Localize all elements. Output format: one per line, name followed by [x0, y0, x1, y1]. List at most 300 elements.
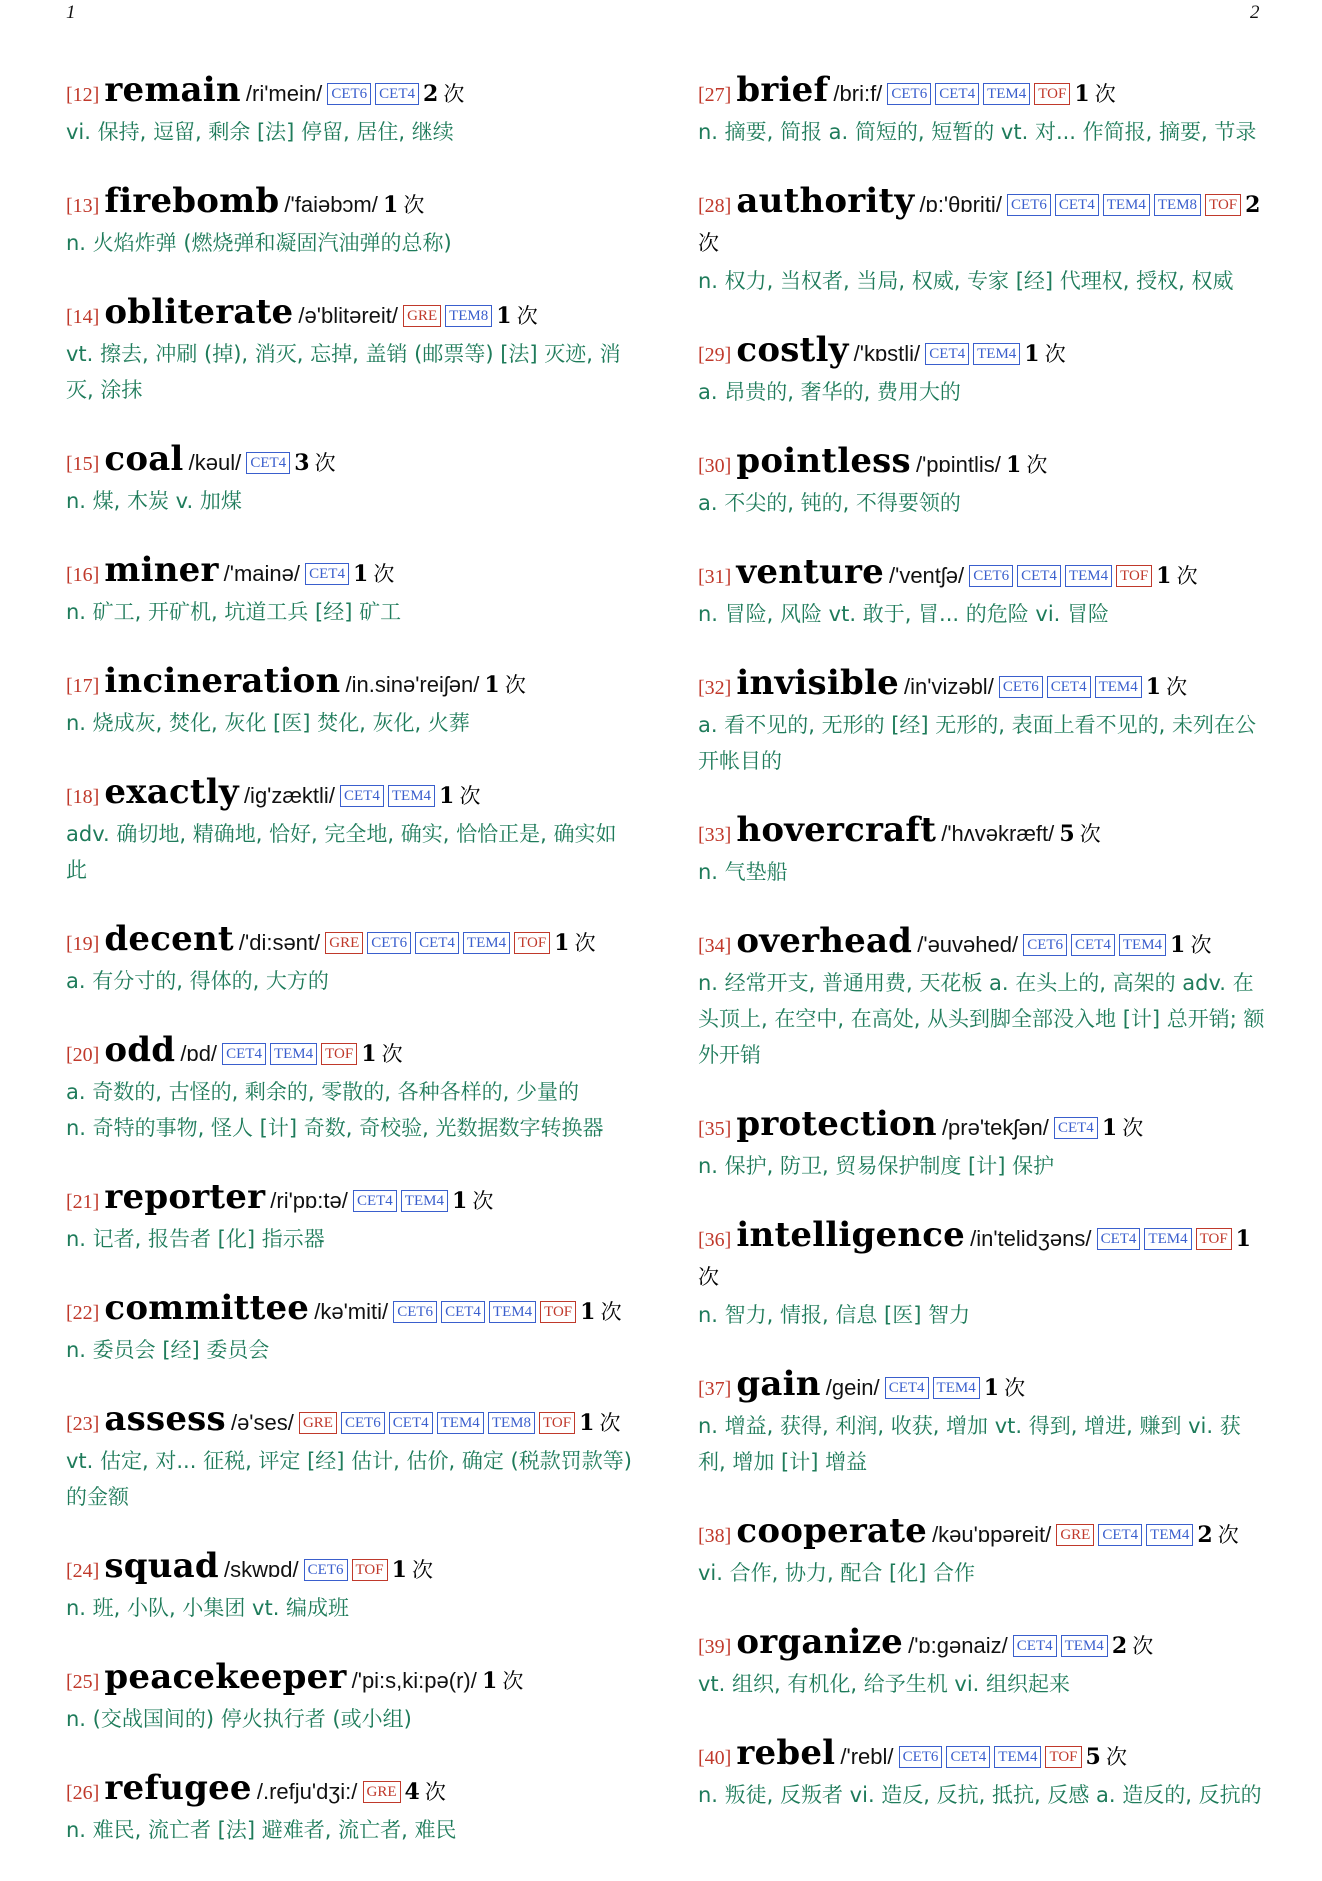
entry-phonetic: /ɒd/ [180, 1041, 218, 1066]
vocab-entry [66, 1770, 636, 1848]
entry-count-unit: 次 [1176, 564, 1198, 588]
entry-count-unit: 次 [1166, 675, 1188, 699]
entry-word: brief [736, 70, 829, 110]
entry-index: [30] [698, 455, 732, 477]
vocab-entry [698, 1217, 1268, 1333]
vocab-entry [66, 774, 636, 888]
entry-definition: n. 煤, 木炭 v. 加煤 [66, 489, 242, 513]
entry-definition: n. 冒险, 风险 vt. 敢于, 冒... 的危险 vi. 冒险 [698, 602, 1110, 626]
entry-headline [66, 72, 636, 114]
exam-tag-badge: CET4 [222, 1043, 266, 1065]
entry-definition: a. 有分寸的, 得体的, 大方的 [66, 969, 329, 993]
exam-tag-badge: TEM4 [1144, 1228, 1191, 1250]
entry-headline [66, 774, 636, 816]
entry-index: [27] [698, 84, 732, 106]
entry-frequency: 1 [481, 1668, 498, 1694]
entry-word: invisible [736, 663, 899, 703]
entry-definition: adv. 确切地, 精确地, 恰好, 完全地, 确实, 恰恰正是, 确实如此 [66, 822, 617, 882]
vocab-entry [698, 923, 1268, 1073]
entry-word: protection [736, 1104, 937, 1144]
right-column [698, 72, 1268, 1846]
entry-word: coal [104, 439, 184, 479]
entry-headline [698, 923, 1268, 965]
exam-tag-badge: TOF [540, 1301, 576, 1323]
entry-word: exactly [104, 772, 239, 812]
entry-word: overhead [736, 921, 913, 961]
entry-phonetic: /'ventʃə/ [889, 563, 965, 588]
entry-word: costly [736, 330, 849, 370]
exam-tag-badge: CET4 [246, 452, 290, 474]
exam-tag-badge: TEM8 [488, 1412, 535, 1434]
exam-tag-badge: TEM4 [401, 1190, 448, 1212]
vocab-entry [698, 1366, 1268, 1480]
entry-index: [36] [698, 1229, 732, 1251]
exam-tag-badge: TEM4 [1061, 1635, 1108, 1657]
entry-frequency: 1 [1005, 452, 1022, 478]
entry-index: [40] [698, 1747, 732, 1769]
exam-tag-badge: TEM4 [1146, 1524, 1193, 1546]
vocab-entry [66, 1179, 636, 1257]
entry-definition: n. 火焰炸弹 (燃烧弹和凝固汽油弹的总称) [66, 231, 452, 255]
entry-headline [698, 443, 1268, 485]
entry-frequency: 1 [382, 192, 399, 218]
entry-definition: a. 看不见的, 无形的 [经] 无形的, 表面上看不见的, 未列在公开帐目的 [698, 713, 1257, 773]
entry-frequency: 4 [404, 1779, 420, 1805]
exam-tag-badge: GRE [325, 932, 363, 954]
entry-index: [21] [66, 1191, 100, 1213]
exam-tag-badge: GRE [299, 1412, 337, 1434]
entry-headline [66, 1179, 636, 1221]
exam-tag-badge: TEM4 [1119, 934, 1166, 956]
entry-frequency: 1 [1235, 1226, 1251, 1252]
vocab-entry [698, 443, 1268, 521]
entry-definition: a. 奇数的, 古怪的, 剩余的, 零散的, 各种各样的, 少量的 [66, 1080, 579, 1104]
entry-count-unit: 次 [1132, 1634, 1154, 1658]
entry-index: [19] [66, 933, 100, 955]
exam-tag-badge: TEM4 [994, 1746, 1041, 1768]
entry-index: [23] [66, 1413, 100, 1435]
vocab-entry [698, 1106, 1268, 1184]
entry-count-unit: 次 [459, 784, 481, 808]
entry-headline [66, 1548, 636, 1590]
entry-phonetic: /in'vizəbl/ [904, 674, 994, 699]
entry-definition: n. 烧成灰, 焚化, 灰化 [医] 焚化, 灰化, 火葬 [66, 711, 470, 735]
exam-tag-badge: CET4 [1071, 934, 1115, 956]
exam-tag-badge: TOF [1045, 1746, 1081, 1768]
exam-tag-badge: CET4 [935, 83, 979, 105]
vocab-entry [66, 552, 636, 630]
entry-word: gain [736, 1364, 821, 1404]
entry-phonetic: /ri'mein/ [245, 81, 323, 106]
entry-phonetic: /.refju'dʒi:/ [256, 1779, 358, 1804]
entry-count-unit: 次 [504, 673, 526, 697]
entry-phonetic: /'pɒintlis/ [915, 452, 1001, 477]
entry-word: firebomb [104, 181, 280, 221]
entry-frequency: 1 [496, 303, 512, 329]
entry-phonetic: /skwɒd/ [223, 1557, 299, 1582]
entry-phonetic: /'əuvəhed/ [917, 932, 1019, 957]
exam-tag-badge: TOF [352, 1559, 388, 1581]
entry-phonetic: /'rebl/ [840, 1744, 894, 1769]
entry-word: intelligence [736, 1215, 966, 1255]
exam-tag-badge: CET4 [1055, 194, 1099, 216]
exam-tag-badge: TOF [1116, 565, 1152, 587]
entry-phonetic: /kə'miti/ [314, 1299, 389, 1324]
entry-word: venture [736, 552, 884, 592]
entry-headline [698, 1513, 1268, 1555]
exam-tag-badge: CET4 [353, 1190, 397, 1212]
entry-index: [13] [66, 195, 100, 217]
vocab-entry [66, 1290, 636, 1368]
entry-definition: n. 委员会 [经] 委员会 [66, 1338, 270, 1362]
exam-tag-badge: CET6 [969, 565, 1013, 587]
entry-headline [66, 1659, 636, 1701]
vocab-entry [698, 332, 1268, 410]
entry-count-unit: 次 [698, 231, 719, 255]
entry-frequency: 1 [391, 1557, 407, 1583]
entry-phonetic: /ə'ses/ [230, 1410, 294, 1435]
exam-tag-badge: CET4 [946, 1746, 990, 1768]
entry-definition: n. 奇特的事物, 怪人 [计] 奇数, 奇校验, 光数据数字转换器 [66, 1116, 604, 1140]
entry-index: [29] [698, 344, 732, 366]
entry-word: remain [104, 70, 241, 110]
entry-definition: n. 班, 小队, 小集团 vt. 编成班 [66, 1596, 350, 1620]
entry-headline [66, 663, 636, 705]
entry-count-unit: 次 [1122, 1116, 1144, 1140]
vocab-entry [66, 921, 636, 999]
entry-frequency: 2 [1111, 1633, 1128, 1659]
page-number-right: 2 [1250, 2, 1260, 23]
entry-frequency: 1 [579, 1410, 595, 1436]
entry-frequency: 1 [1101, 1115, 1118, 1141]
exam-tag-badge: TOF [1205, 194, 1241, 216]
entry-word: squad [104, 1546, 219, 1586]
exam-tag-badge: CET4 [1054, 1117, 1098, 1139]
exam-tag-badge: CET4 [1047, 676, 1091, 698]
vocab-entry [66, 183, 636, 261]
entry-count-unit: 次 [411, 1558, 433, 1582]
exam-tag-badge: TEM4 [973, 343, 1020, 365]
exam-tag-badge: GRE [363, 1781, 401, 1803]
vocab-entry [698, 1624, 1268, 1702]
entry-headline [698, 332, 1268, 374]
entry-headline [698, 183, 1268, 263]
vocab-entry [698, 665, 1268, 779]
vocab-entry [66, 1659, 636, 1737]
entry-word: obliterate [104, 292, 294, 332]
entry-count-unit: 次 [1026, 453, 1048, 477]
exam-tag-badge: CET4 [885, 1377, 929, 1399]
entry-phonetic: /in'telidʒəns/ [970, 1226, 1092, 1251]
exam-tag-badge: CET6 [327, 83, 371, 105]
entry-count-unit: 次 [403, 193, 425, 217]
exam-tag-badge: CET4 [925, 343, 969, 365]
entry-word: peacekeeper [104, 1657, 347, 1697]
entry-frequency: 1 [1156, 563, 1172, 589]
entry-definition: n. 智力, 情报, 信息 [医] 智力 [698, 1303, 971, 1327]
entry-word: reporter [104, 1177, 266, 1217]
exam-tag-badge: CET4 [415, 932, 459, 954]
vocab-entry [698, 554, 1268, 632]
entry-word: decent [104, 919, 234, 959]
entry-word: committee [104, 1288, 310, 1328]
exam-tag-badge: CET6 [899, 1746, 943, 1768]
exam-tag-badge: TEM4 [437, 1412, 484, 1434]
entry-index: [34] [698, 935, 732, 957]
exam-tag-badge: TEM4 [463, 932, 510, 954]
entry-index: [18] [66, 786, 100, 808]
exam-tag-badge: CET6 [304, 1559, 348, 1581]
entry-index: [28] [698, 195, 732, 217]
entry-index: [24] [66, 1560, 100, 1582]
entry-headline [698, 665, 1268, 707]
entry-count-unit: 次 [1004, 1376, 1026, 1400]
exam-tag-badge: TEM4 [1095, 676, 1142, 698]
entry-count-unit: 次 [502, 1669, 524, 1693]
entry-headline [698, 812, 1268, 854]
entry-phonetic: /gein/ [825, 1375, 880, 1400]
entry-count-unit: 次 [381, 1042, 403, 1066]
exam-tag-badge: CET6 [367, 932, 411, 954]
entry-headline [698, 1217, 1268, 1297]
entry-frequency: 2 [423, 81, 439, 107]
entry-index: [22] [66, 1302, 100, 1324]
entry-index: [16] [66, 564, 100, 586]
entry-frequency: 1 [352, 561, 369, 587]
entry-index: [31] [698, 566, 732, 588]
entry-headline [698, 72, 1268, 114]
entry-phonetic: /prə'tekʃən/ [941, 1115, 1049, 1140]
exam-tag-badge: CET6 [341, 1412, 385, 1434]
entry-frequency: 1 [580, 1299, 596, 1325]
exam-tag-badge: CET4 [389, 1412, 433, 1434]
entry-headline [698, 1106, 1268, 1148]
entry-headline [66, 1032, 636, 1074]
entry-count-unit: 次 [1079, 822, 1101, 846]
entry-definition: n. 经常开支, 普通用费, 天花板 a. 在头上的, 高架的 adv. 在头顶上, 在空中, 在高处, 从头到脚全部没入地 [计] 总开销; 额外开销 [698, 971, 1265, 1067]
entry-frequency: 1 [484, 672, 500, 698]
exam-tag-badge: TOF [1034, 83, 1070, 105]
entry-count-unit: 次 [472, 1189, 494, 1213]
entry-phonetic: /'kɒstli/ [853, 341, 921, 366]
entry-headline [698, 1366, 1268, 1408]
exam-tag-badge: CET6 [1023, 934, 1067, 956]
vocab-entry [698, 183, 1268, 299]
entry-frequency: 2 [1245, 192, 1261, 218]
entry-index: [39] [698, 1636, 732, 1658]
entry-headline [698, 1735, 1268, 1777]
entry-count-unit: 次 [600, 1300, 622, 1324]
entry-definition: vt. 擦去, 冲刷 (掉), 消灭, 忘掉, 盖销 (邮票等) [法] 灭迹, 消灭, 涂抹 [66, 342, 621, 402]
entry-frequency: 1 [1074, 81, 1090, 107]
entry-frequency: 1 [451, 1188, 468, 1214]
entry-index: [37] [698, 1378, 732, 1400]
exam-tag-badge: TEM4 [388, 785, 435, 807]
entry-count-unit: 次 [599, 1411, 621, 1435]
entry-index: [14] [66, 306, 100, 328]
entry-phonetic: /ig'zæktli/ [243, 783, 335, 808]
entry-phonetic: /'pi:s,ki:pə(r)/ [351, 1668, 477, 1693]
entry-headline [66, 1401, 636, 1443]
exam-tag-badge: TEM4 [270, 1043, 317, 1065]
exam-tag-badge: CET4 [1098, 1524, 1142, 1546]
entry-frequency: 1 [1145, 674, 1162, 700]
entry-count-unit: 次 [698, 1265, 719, 1289]
entry-phonetic: /ri'pɒ:tə/ [270, 1188, 348, 1213]
exam-tag-badge: CET4 [1017, 565, 1061, 587]
exam-tag-badge: CET4 [375, 83, 419, 105]
entry-frequency: 5 [1085, 1744, 1101, 1770]
exam-tag-badge: TOF [514, 932, 550, 954]
entry-index: [35] [698, 1118, 732, 1140]
entry-headline [698, 1624, 1268, 1666]
entry-definition: n. 摘要, 简报 a. 简短的, 短暂的 vt. 对... 作简报, 摘要, 节录 [698, 120, 1257, 144]
entry-word: odd [104, 1030, 176, 1070]
exam-tag-badge: CET6 [1007, 194, 1051, 216]
vocab-entry [66, 1548, 636, 1626]
entry-index: [38] [698, 1525, 732, 1547]
entry-word: rebel [736, 1733, 836, 1773]
entry-definition: vt. 估定, 对... 征税, 评定 [经] 估计, 估价, 确定 (税款罚款等) 的金额 [66, 1449, 632, 1509]
entry-frequency: 1 [554, 930, 570, 956]
entry-headline [66, 183, 636, 225]
entry-index: [12] [66, 84, 100, 106]
entry-word: miner [104, 550, 219, 590]
vocab-entry [66, 294, 636, 408]
exam-tag-badge: TEM8 [1154, 194, 1201, 216]
entry-index: [25] [66, 1671, 100, 1693]
entry-word: authority [736, 181, 915, 221]
exam-tag-badge: CET4 [441, 1301, 485, 1323]
entry-headline [698, 554, 1268, 596]
vocab-entry [698, 812, 1268, 890]
entry-headline [66, 441, 636, 483]
entry-definition: n. 保护, 防卫, 贸易保护制度 [计] 保护 [698, 1154, 1055, 1178]
entry-phonetic: /kəul/ [188, 450, 242, 475]
exam-tag-badge: TEM8 [445, 305, 492, 327]
entry-definition: n. 记者, 报告者 [化] 指示器 [66, 1227, 325, 1251]
entry-definition: vt. 组织, 有机化, 给予生机 vi. 组织起来 [698, 1672, 1071, 1696]
vocab-entry [698, 72, 1268, 150]
entry-frequency: 5 [1059, 821, 1075, 847]
entry-headline [66, 921, 636, 963]
entry-word: pointless [736, 441, 911, 481]
entry-word: incineration [104, 661, 341, 701]
entry-frequency: 2 [1197, 1522, 1213, 1548]
vocab-entry [66, 72, 636, 150]
exam-tag-badge: CET4 [1013, 1635, 1057, 1657]
exam-tag-badge: TEM4 [1065, 565, 1112, 587]
left-column [66, 72, 636, 1881]
entry-index: [32] [698, 677, 732, 699]
entry-index: [17] [66, 675, 100, 697]
entry-frequency: 1 [439, 783, 455, 809]
page-number-left: 1 [66, 2, 76, 23]
entry-phonetic: /bri:f/ [833, 81, 883, 106]
entry-headline [66, 552, 636, 594]
entry-definition: vi. 保持, 逗留, 剩余 [法] 停留, 居住, 继续 [66, 120, 454, 144]
entry-headline [66, 1290, 636, 1332]
exam-tag-badge: TEM4 [933, 1377, 980, 1399]
exam-tag-badge: GRE [1056, 1524, 1094, 1546]
entry-definition: n. (交战国间的) 停火执行者 (或小组) [66, 1707, 412, 1731]
entry-count-unit: 次 [373, 562, 395, 586]
vocab-entry [66, 1032, 636, 1146]
entry-definition: vi. 合作, 协力, 配合 [化] 合作 [698, 1561, 976, 1585]
entry-word: organize [736, 1622, 903, 1662]
entry-count-unit: 次 [1044, 342, 1066, 366]
entry-definition: n. 增益, 获得, 利润, 收获, 增加 vt. 得到, 增进, 赚到 vi. 获利, 增加 [计] 增益 [698, 1414, 1241, 1474]
entry-frequency: 1 [361, 1041, 377, 1067]
entry-phonetic: /'ɒ:gənaiz/ [908, 1633, 1008, 1658]
entry-definition: n. 叛徒, 反叛者 vi. 造反, 反抗, 抵抗, 反感 a. 造反的, 反抗的 [698, 1783, 1262, 1807]
entry-frequency: 1 [983, 1375, 1000, 1401]
exam-tag-badge: TEM4 [1103, 194, 1150, 216]
entry-frequency: 1 [1024, 341, 1040, 367]
vocab-entry [66, 441, 636, 519]
entry-phonetic: /'di:sənt/ [238, 930, 321, 955]
entry-count-unit: 次 [1105, 1745, 1127, 1769]
entry-count-unit: 次 [314, 451, 336, 475]
vocab-entry [698, 1735, 1268, 1813]
entry-count-unit: 次 [1217, 1523, 1239, 1547]
entry-word: refugee [104, 1768, 252, 1808]
entry-definition: a. 昂贵的, 奢华的, 费用大的 [698, 380, 961, 404]
entry-index: [26] [66, 1782, 100, 1804]
exam-tag-badge: CET4 [1097, 1228, 1141, 1250]
entry-frequency: 3 [294, 450, 310, 476]
entry-definition: n. 矿工, 开矿机, 坑道工兵 [经] 矿工 [66, 600, 402, 624]
vocab-entry [698, 1513, 1268, 1591]
entry-headline [66, 294, 636, 336]
vocab-entry [66, 1401, 636, 1515]
exam-tag-badge: CET4 [340, 785, 384, 807]
entry-headline [66, 1770, 636, 1812]
entry-phonetic: /in.sinə'reiʃən/ [345, 672, 480, 697]
entry-phonetic: /ə'blitəreit/ [298, 303, 399, 328]
exam-tag-badge: TOF [539, 1412, 575, 1434]
entry-count-unit: 次 [1094, 82, 1116, 106]
exam-tag-badge: TOF [321, 1043, 357, 1065]
entry-count-unit: 次 [516, 304, 538, 328]
entry-phonetic: /ɒ:'θɒriti/ [919, 192, 1002, 217]
entry-count-unit: 次 [424, 1780, 446, 1804]
exam-tag-badge: CET6 [887, 83, 931, 105]
exam-tag-badge: CET6 [999, 676, 1043, 698]
exam-tag-badge: TEM4 [983, 83, 1030, 105]
exam-tag-badge: CET6 [393, 1301, 437, 1323]
vocab-entry [66, 663, 636, 741]
entry-count-unit: 次 [1190, 933, 1212, 957]
exam-tag-badge: TEM4 [489, 1301, 536, 1323]
entry-definition: a. 不尖的, 钝的, 不得要领的 [698, 491, 961, 515]
entry-phonetic: /'mainə/ [223, 561, 301, 586]
entry-index: [20] [66, 1044, 100, 1066]
entry-word: assess [104, 1399, 226, 1439]
entry-word: cooperate [736, 1511, 927, 1551]
entry-word: hovercraft [736, 810, 937, 850]
entry-definition: n. 权力, 当权者, 当局, 权威, 专家 [经] 代理权, 授权, 权威 [698, 269, 1234, 293]
entry-phonetic: /kəu'ɒpəreit/ [932, 1522, 1052, 1547]
entry-definition: n. 气垫船 [698, 860, 788, 884]
entry-phonetic: /'hʌvəkræft/ [941, 821, 1055, 846]
entry-phonetic: /'faiəbɔm/ [284, 192, 378, 217]
exam-tag-badge: GRE [403, 305, 441, 327]
entry-index: [33] [698, 824, 732, 846]
entry-definition: n. 难民, 流亡者 [法] 避难者, 流亡者, 难民 [66, 1818, 457, 1842]
entry-count-unit: 次 [574, 931, 596, 955]
entry-frequency: 1 [1170, 932, 1186, 958]
